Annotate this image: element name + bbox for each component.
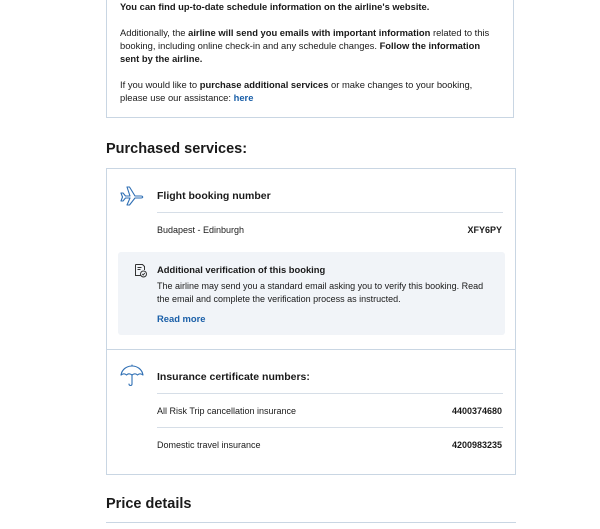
divider [157, 427, 503, 428]
assistance-info-text: If you would like to purchase additional services or make changes to your booking, please use our assistance: here [120, 79, 473, 103]
section-divider [107, 349, 515, 350]
purchased-services-box [106, 168, 516, 475]
booking-info-box [106, 0, 514, 118]
schedule-info-text: You can find up-to-date schedule information on the airline's website. [120, 1, 430, 12]
airline-email-info-text: Additionally, the airline will send you emails with important information related to this booking, including online check-in and any schedule changes. Follow the information sent by the airline. [120, 27, 490, 64]
purchased-services-title: Purchased services: [106, 141, 248, 157]
airplane-icon [119, 184, 145, 206]
divider [157, 212, 503, 213]
read-more-link[interactable]: Read more [157, 313, 206, 324]
assistance-here-link[interactable]: here [233, 92, 254, 103]
flight-booking-code: XFY6PY [467, 225, 502, 235]
insurance-number: 4200983235 [451, 440, 502, 450]
insurance-heading: Insurance certificate numbers: [157, 371, 310, 383]
verification-title: Additional verification of this booking [157, 264, 326, 275]
flight-route: Budapest - Edinburgh [157, 225, 245, 235]
verification-text: The airline may send you a standard email asking you to verify this booking. Read the email and complete the verification process as instructed. [157, 281, 484, 304]
insurance-name: All Risk Trip cancellation insurance [157, 406, 297, 416]
insurance-number: 4400374680 [451, 406, 502, 416]
divider [157, 393, 503, 394]
flight-booking-heading: Flight booking number [157, 190, 271, 202]
umbrella-icon [119, 364, 145, 388]
price-details-box-edge [106, 522, 516, 523]
verification-document-icon [134, 263, 148, 279]
insurance-name: Domestic travel insurance [157, 440, 261, 450]
price-details-title: Price details [106, 496, 192, 512]
